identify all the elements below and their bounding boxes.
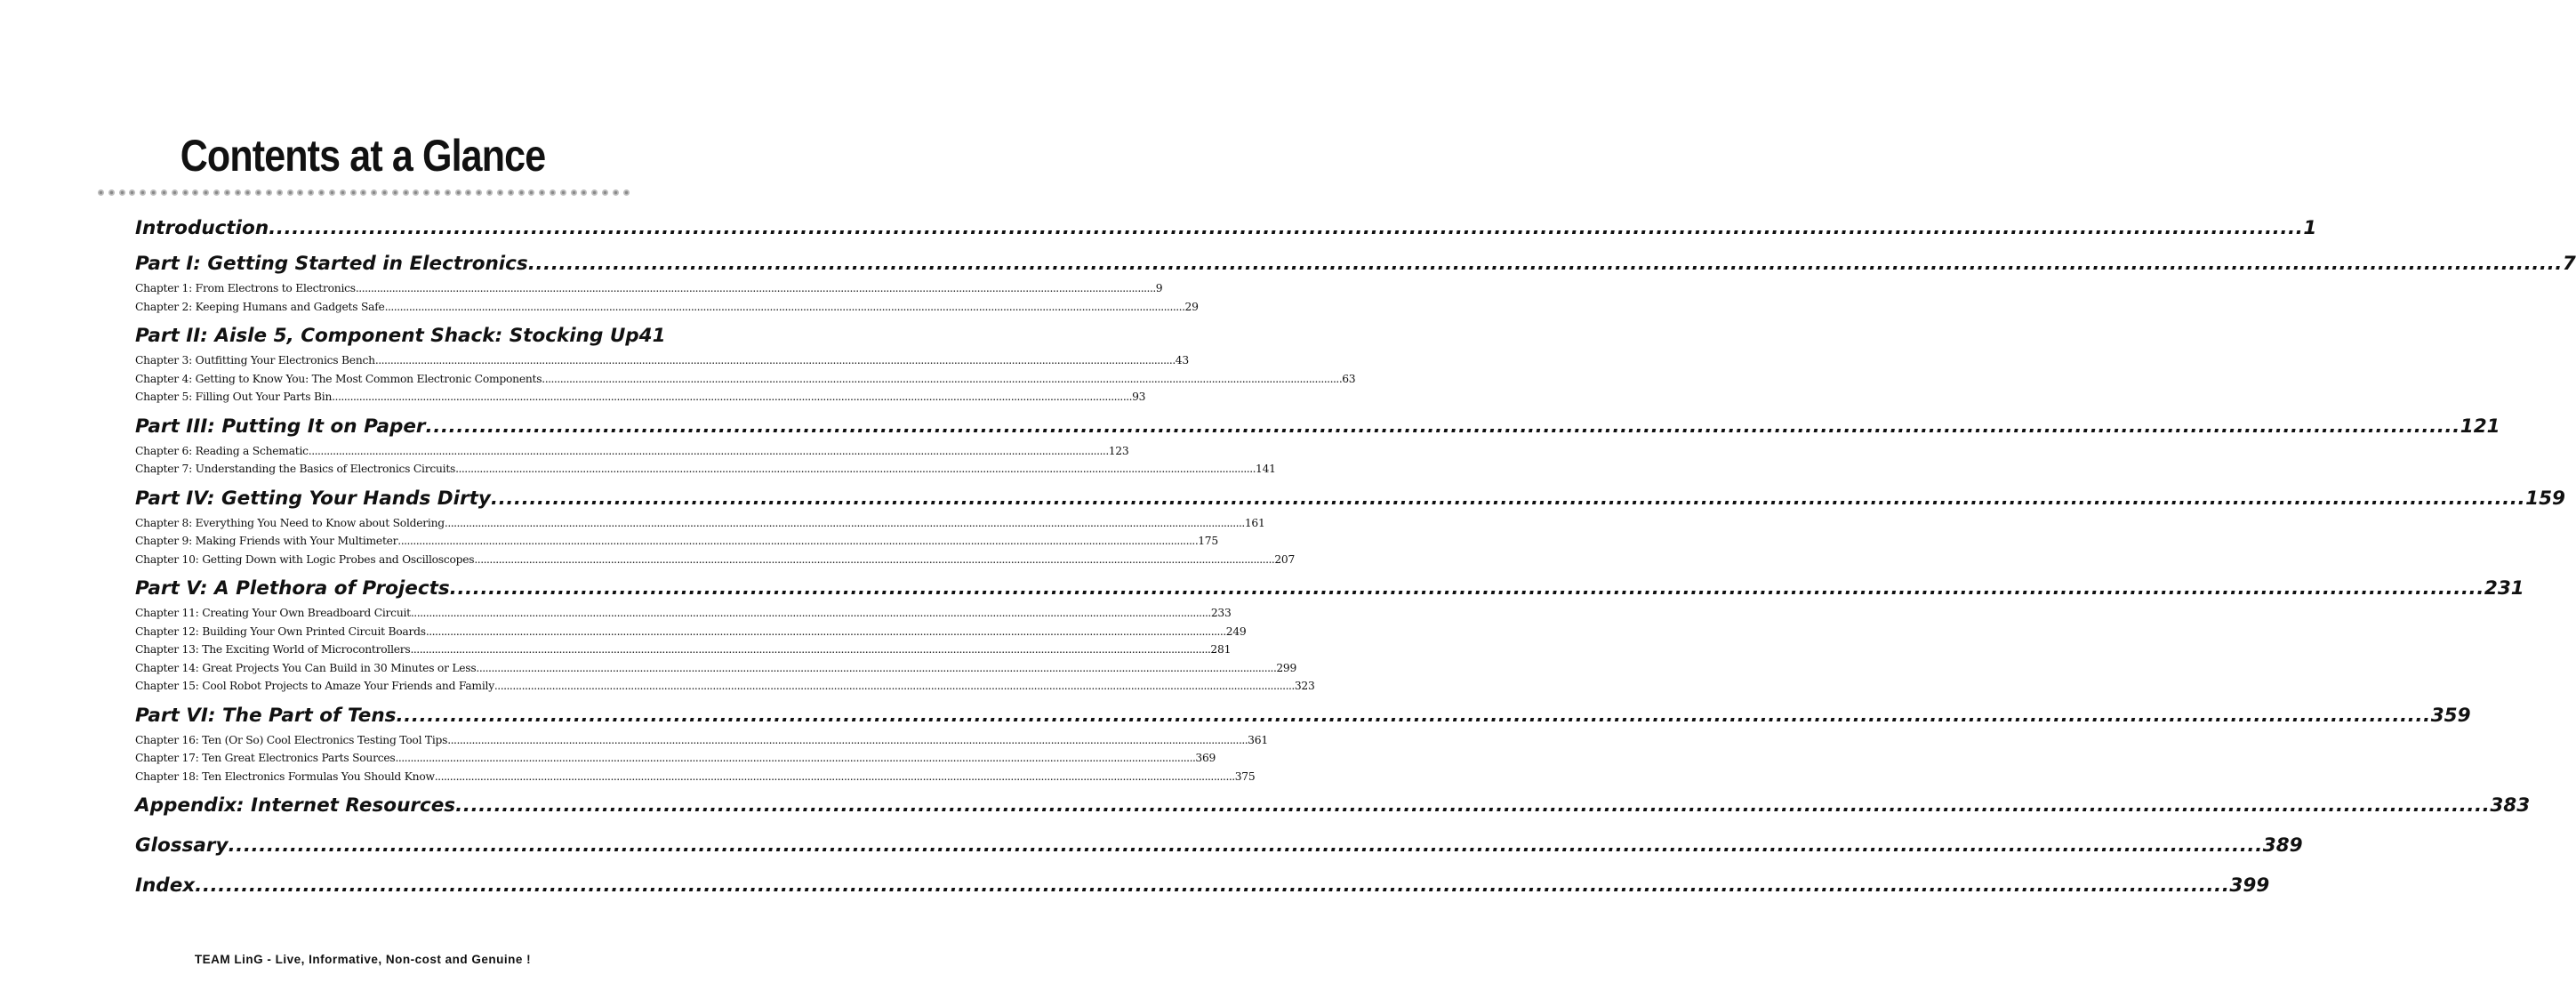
toc-chapter-entry-page-number: 63	[1342, 372, 1356, 385]
toc-chapter-entry-label: Chapter 12: Building Your Own Printed Circuit Boards	[135, 624, 426, 638]
dot-leader	[309, 442, 1109, 461]
dot-leader	[410, 640, 1210, 659]
toc-chapter-entry-page-number: 161	[1244, 516, 1265, 529]
toc-part-entry[interactable]	[135, 701, 2471, 731]
toc-chapter-entry-page-number: 207	[1274, 552, 1296, 566]
page-footer: TEAM LinG - Live, Informative, Non-cost and Genuine !	[194, 953, 532, 966]
dot-leader	[455, 460, 1256, 479]
toc-part-entry-label: Appendix: Internet Resources	[135, 794, 456, 817]
divider-dot	[255, 189, 261, 196]
divider-dot	[455, 189, 461, 196]
dot-leader	[447, 731, 1248, 750]
divider-dot	[266, 189, 272, 196]
divider-dot	[140, 189, 146, 196]
dot-leader	[542, 370, 1342, 389]
toc-part-entry-page-number: 383	[2490, 794, 2531, 817]
toc-chapter-entry-page-number: 281	[1210, 643, 1232, 656]
divider-dot	[161, 189, 167, 196]
toc-chapter-entry[interactable]	[135, 460, 1276, 479]
toc-part-entry-page-number: 159	[2525, 487, 2566, 510]
toc-chapter-entry-page-number: 43	[1175, 354, 1189, 367]
divider-dot	[602, 189, 608, 196]
divider-dot	[381, 189, 388, 196]
toc-chapter-entry[interactable]	[135, 370, 1356, 389]
toc-chapter-entry-page-number: 249	[1225, 624, 1247, 638]
toc-part-entry-page-number: 231	[2484, 577, 2524, 600]
divider-dot	[539, 189, 545, 196]
dot-leader	[269, 213, 2303, 244]
divider-dot	[277, 189, 283, 196]
toc-chapter-entry-label: Chapter 18: Ten Electronics Formulas You Should Know	[135, 769, 435, 783]
toc-chapter-entry-label: Chapter 3: Outfitting Your Electronics Bench	[135, 354, 375, 367]
table-of-contents	[135, 213, 2576, 901]
divider-dot	[182, 189, 189, 196]
toc-chapter-entry-label: Chapter 7: Understanding the Basics of Electronics Circuits	[135, 463, 456, 475]
divider-dot	[119, 189, 125, 196]
toc-chapter-entry-label: Chapter 14: Great Projects You Can Build in 30 Minutes or Less	[135, 661, 477, 674]
toc-part-entry[interactable]	[135, 831, 2303, 861]
toc-chapter-entry[interactable]	[135, 623, 1247, 641]
divider-dot	[340, 189, 346, 196]
toc-chapter-entry-label: Chapter 8: Everything You Need to Know about Soldering	[135, 516, 445, 529]
toc-part-entry-label: Part VI: The Part of Tens	[135, 704, 397, 727]
toc-part-entry-label: Part I: Getting Started in Electronics	[135, 253, 528, 275]
divider-dot	[350, 189, 357, 196]
toc-part-entry[interactable]	[135, 574, 2524, 604]
toc-chapter-entry-label: Chapter 5: Filling Out Your Parts Bin	[135, 391, 333, 403]
dot-leader	[494, 677, 1295, 696]
dot-leader	[195, 871, 2229, 901]
toc-part-entry-label: Introduction	[135, 217, 269, 239]
toc-chapter-entry-label: Chapter 2: Keeping Humans and Gadgets Safe	[135, 300, 385, 313]
toc-chapter-entry[interactable]	[135, 731, 1268, 750]
toc-chapter-entry[interactable]	[135, 279, 1163, 298]
toc-part-entry-page-number: 399	[2229, 874, 2270, 897]
divider-dot	[98, 189, 104, 196]
divider-dot	[623, 189, 630, 196]
toc-chapter-entry[interactable]	[135, 532, 1218, 551]
toc-part-entry-label: Glossary	[135, 834, 229, 857]
dot-leader	[455, 791, 2490, 821]
dot-leader	[356, 279, 1156, 298]
divider-dot	[360, 189, 366, 196]
dot-leader	[476, 659, 1276, 678]
toc-part-entry-label: Part V: A Plethora of Projects	[135, 577, 450, 600]
dot-leader	[396, 701, 2430, 731]
toc-chapter-entry-page-number: 369	[1195, 752, 1216, 764]
toc-part-entry[interactable]	[135, 484, 2566, 514]
divider-dot	[476, 189, 482, 196]
divider-dot	[108, 189, 115, 196]
toc-chapter-entry-label: Chapter 9: Making Friends with Your Multimeter	[135, 535, 398, 547]
dot-leader	[435, 768, 1235, 786]
toc-part-entry[interactable]	[135, 871, 2270, 901]
dot-leader	[445, 514, 1245, 533]
toc-chapter-entry[interactable]	[135, 298, 1199, 317]
divider-dot	[581, 189, 587, 196]
toc-chapter-entry[interactable]	[135, 514, 1265, 533]
divider-dot	[297, 189, 303, 196]
toc-chapter-entry[interactable]	[135, 659, 1297, 678]
toc-chapter-entry-page-number: 233	[1210, 607, 1232, 619]
toc-chapter-entry-label: Chapter 4: Getting to Know You: The Most Common Electronic Components	[135, 372, 542, 385]
dot-leader	[332, 388, 1132, 407]
toc-chapter-entry[interactable]	[135, 749, 1216, 768]
toc-chapter-entry-page-number: 375	[1234, 769, 1256, 783]
toc-part-entry-page-number: 121	[2460, 415, 2500, 438]
toc-chapter-entry-page-number: 323	[1294, 680, 1315, 692]
toc-chapter-entry-label: Chapter 10: Getting Down with Logic Probes and Oscilloscopes	[135, 552, 475, 566]
dot-leader	[474, 551, 1274, 569]
toc-part-entry-page-number: 41	[638, 325, 666, 347]
divider-dot	[308, 189, 314, 196]
toc-chapter-entry[interactable]	[135, 640, 1232, 659]
toc-chapter-entry-page-number: 123	[1108, 444, 1129, 457]
toc-chapter-entry-page-number: 9	[1155, 282, 1163, 294]
divider-dot	[192, 189, 198, 196]
toc-chapter-entry-label: Chapter 1: From Electrons to Electronics	[135, 282, 356, 294]
divider-dot	[329, 189, 335, 196]
dot-leader	[229, 831, 2263, 861]
divider-dot	[518, 189, 525, 196]
dot-leader	[491, 484, 2525, 514]
toc-part-entry[interactable]	[135, 249, 2576, 279]
divider-dot	[224, 189, 230, 196]
toc-part-entry-page-number: 359	[2430, 704, 2471, 727]
toc-chapter-entry[interactable]	[135, 388, 1146, 407]
divider-dot	[203, 189, 209, 196]
toc-part-entry[interactable]	[135, 791, 2531, 821]
toc-part-entry-page-number: 389	[2262, 834, 2303, 857]
dot-leader	[375, 351, 1176, 370]
divider-dot	[486, 189, 493, 196]
divider-dot	[423, 189, 429, 196]
divider-dot	[508, 189, 514, 196]
toc-part-entry-page-number: 1	[2303, 217, 2317, 239]
decorative-dot-divider	[98, 187, 630, 197]
divider-dot	[613, 189, 619, 196]
divider-dot	[413, 189, 419, 196]
toc-part-entry-label: Part IV: Getting Your Hands Dirty	[135, 487, 491, 510]
toc-chapter-entry-label: Chapter 16: Ten (Or So) Cool Electronics Testing Tool Tips	[135, 733, 448, 746]
divider-dot	[571, 189, 577, 196]
toc-chapter-entry-page-number: 93	[1132, 391, 1146, 403]
toc-part-entry-label: Part II: Aisle 5, Component Shack: Stocking Up	[135, 325, 639, 347]
divider-dot	[392, 189, 398, 196]
toc-chapter-entry-page-number: 299	[1276, 661, 1297, 674]
dot-leader	[426, 623, 1226, 641]
dot-leader	[528, 249, 2563, 279]
toc-chapter-entry-label: Chapter 15: Cool Robot Projects to Amaze Your Friends and Family	[135, 680, 494, 692]
dot-leader	[385, 298, 1185, 317]
divider-dot	[434, 189, 440, 196]
toc-chapter-entry[interactable]	[135, 351, 1189, 370]
toc-chapter-entry-page-number: 361	[1248, 733, 1268, 746]
divider-dot	[550, 189, 556, 196]
dot-leader	[411, 604, 1211, 623]
toc-chapter-entry[interactable]	[135, 604, 1232, 623]
divider-dot	[287, 189, 293, 196]
divider-dot	[235, 189, 241, 196]
divider-dot	[129, 189, 135, 196]
divider-dot	[213, 189, 220, 196]
toc-chapter-entry-label: Chapter 6: Reading a Schematic	[135, 444, 309, 457]
toc-part-entry[interactable]	[135, 321, 666, 351]
page-title: Contents at a Glance	[180, 131, 546, 181]
toc-chapter-entry[interactable]	[135, 768, 1256, 786]
toc-chapter-entry-page-number: 29	[1184, 300, 1199, 313]
toc-part-entry[interactable]	[135, 412, 2500, 442]
toc-chapter-entry[interactable]	[135, 677, 1315, 696]
toc-part-entry-page-number: 7	[2562, 253, 2576, 275]
toc-chapter-entry-page-number: 141	[1256, 463, 1276, 475]
dot-leader	[426, 412, 2460, 442]
dot-leader	[395, 749, 1195, 768]
divider-dot	[465, 189, 471, 196]
divider-dot	[560, 189, 566, 196]
divider-dot	[245, 189, 251, 196]
toc-chapter-entry-label: Chapter 17: Ten Great Electronics Parts Sources	[135, 752, 396, 764]
divider-dot	[528, 189, 534, 196]
divider-dot	[371, 189, 377, 196]
divider-dot	[445, 189, 451, 196]
toc-chapter-entry-label: Chapter 13: The Exciting World of Microcontrollers	[135, 643, 411, 656]
toc-chapter-entry[interactable]	[135, 442, 1129, 461]
divider-dot	[497, 189, 503, 196]
toc-chapter-entry[interactable]	[135, 551, 1296, 569]
dot-leader	[397, 532, 1198, 551]
toc-chapter-entry-label: Chapter 11: Creating Your Own Breadboard Circuit	[135, 607, 411, 619]
divider-dot	[150, 189, 156, 196]
toc-part-entry[interactable]	[135, 213, 2317, 244]
divider-dot	[172, 189, 178, 196]
divider-dot	[318, 189, 325, 196]
toc-chapter-entry-page-number: 175	[1198, 535, 1218, 547]
toc-part-entry-label: Part III: Putting It on Paper	[135, 415, 426, 438]
divider-dot	[403, 189, 409, 196]
dot-leader	[450, 574, 2484, 604]
divider-dot	[591, 189, 598, 196]
toc-part-entry-label: Index	[135, 874, 196, 897]
